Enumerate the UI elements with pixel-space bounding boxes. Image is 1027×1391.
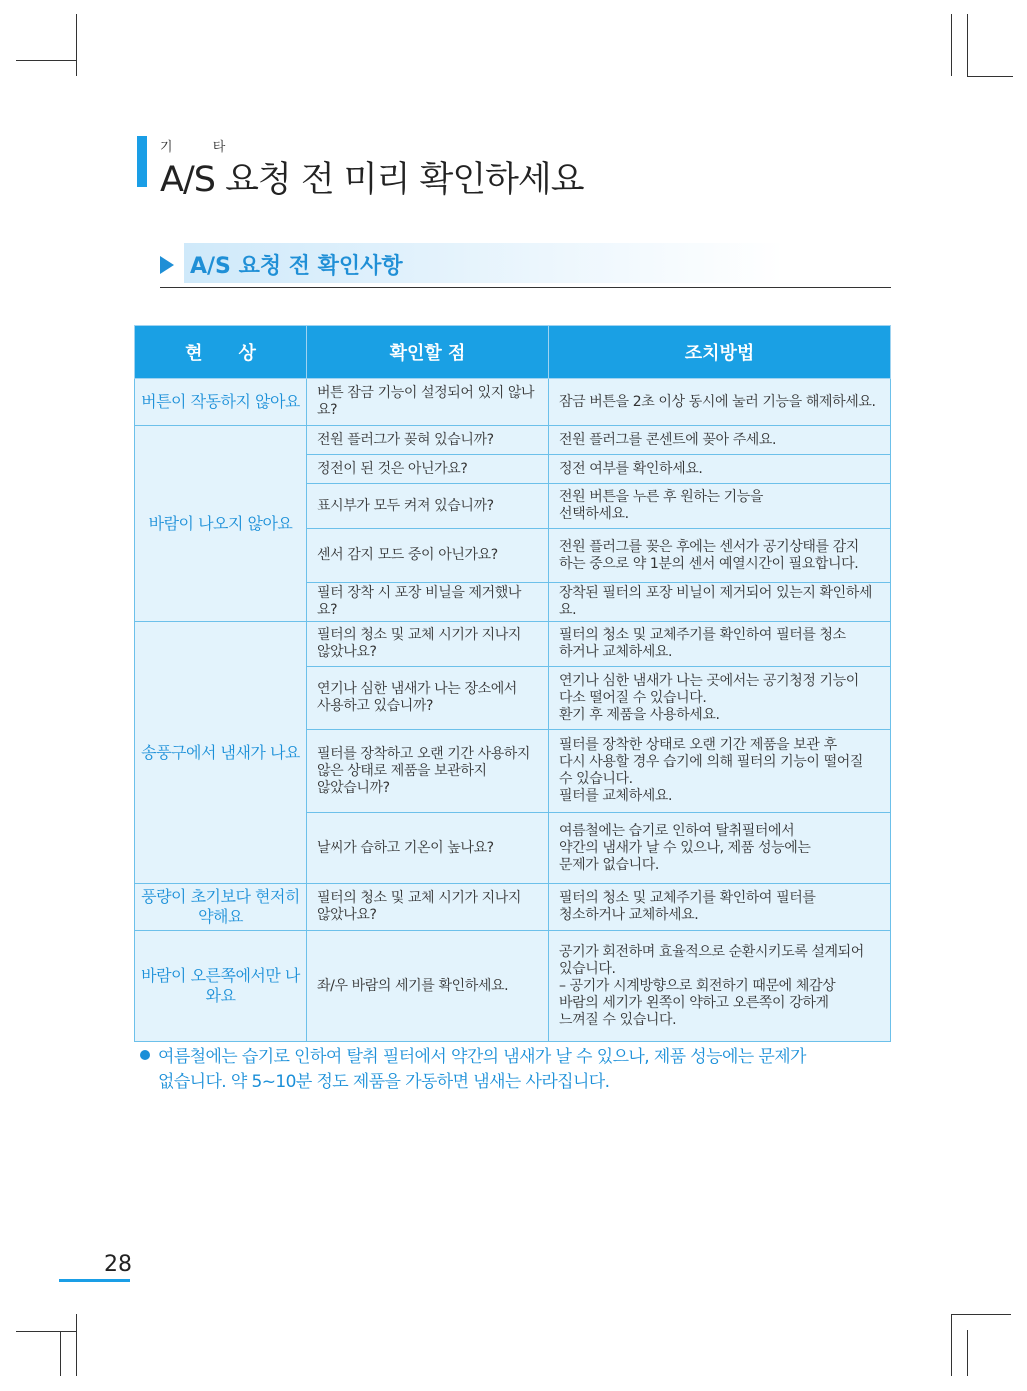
crop-mark	[967, 1330, 968, 1376]
symptom-cell: 바람이 나오지 않아요	[135, 426, 307, 622]
troubleshooting-table	[134, 325, 891, 1042]
footnote-line-2: 없습니다. 약 5~10분 정도 제품을 가동하면 냄새는 사라집니다.	[158, 1072, 610, 1092]
crop-mark	[967, 76, 1013, 77]
action-cell: 필터를 장착한 상태로 오랜 기간 제품을 보관 후 다시 사용할 경우 습기에 의해 필터의 기능이 떨어질 수 있습니다. 필터를 교체하세요.	[549, 730, 891, 813]
symptom-cell: 버튼이 작동하지 않아요	[135, 379, 307, 426]
action-cell: 연기나 심한 냄새가 나는 곳에서는 공기청정 기능이 다소 떨어질 수 있습니다. 환기 후 제품을 사용하세요.	[549, 667, 891, 730]
column-header-check: 확인할 점	[307, 326, 549, 379]
check-cell: 필터를 장착하고 오랜 기간 사용하지 않은 상태로 제품을 보관하지 않았습니까?	[307, 730, 549, 813]
check-cell: 정전이 된 것은 아닌가요?	[307, 455, 549, 484]
symptom-cell: 송풍구에서 냄새가 나요	[135, 622, 307, 884]
crop-mark	[951, 1314, 952, 1376]
action-cell: 공기가 회전하며 효율적으로 순환시키도록 설계되어 있습니다. – 공기가 시계방향으로 회전하기 때문에 체감상 바람의 세기가 왼쪽이 약하고 오른쪽이 강하게 느껴질 수 있습니다.	[549, 931, 891, 1042]
symptom-cell: 바람이 오른쪽에서만 나와요	[135, 931, 307, 1042]
crop-mark	[951, 1314, 1011, 1315]
crop-mark	[951, 14, 952, 76]
column-header-action: 조치방법	[549, 326, 891, 379]
table-row	[135, 426, 891, 455]
page-number: 28	[104, 1252, 132, 1277]
column-header-symptom: 현 상	[135, 326, 307, 379]
crop-mark	[76, 14, 77, 76]
check-cell: 좌/우 바람의 세기를 확인하세요.	[307, 931, 549, 1042]
page-number-rule	[59, 1279, 130, 1282]
action-cell: 필터의 청소 및 교체주기를 확인하여 필터를 청소하거나 교체하세요.	[549, 884, 891, 931]
crop-mark	[16, 1331, 76, 1332]
action-cell: 전원 플러그를 콘센트에 꽂아 주세요.	[549, 426, 891, 455]
check-cell: 연기나 심한 냄새가 나는 장소에서 사용하고 있습니까?	[307, 667, 549, 730]
subheading-title: A/S 요청 전 확인사항	[190, 254, 403, 279]
symptom-cell: 풍량이 초기보다 현저히 약해요	[135, 884, 307, 931]
action-cell: 필터의 청소 및 교체주기를 확인하여 필터를 청소 하거나 교체하세요.	[549, 622, 891, 667]
action-cell: 전원 버튼을 누른 후 원하는 기능을 선택하세요.	[549, 484, 891, 529]
check-cell: 날씨가 습하고 기온이 높나요?	[307, 813, 549, 884]
action-cell: 정전 여부를 확인하세요.	[549, 455, 891, 484]
check-cell: 버튼 잠금 기능이 설정되어 있지 않나요?	[307, 379, 549, 426]
triangle-bullet-icon	[160, 256, 174, 274]
action-cell: 잠금 버튼을 2초 이상 동시에 눌러 기능을 해제하세요.	[549, 379, 891, 426]
subheading-bar	[160, 243, 891, 288]
crop-mark	[16, 60, 76, 61]
crop-mark	[76, 1314, 77, 1376]
crop-mark	[967, 14, 968, 76]
check-cell: 센서 감지 모드 중이 아닌가요?	[307, 529, 549, 583]
footnote-line-1: 여름철에는 습기로 인하여 탈취 필터에서 약간의 냄새가 날 수 있으나, 제품 성능에는 문제가	[158, 1047, 806, 1067]
action-cell: 여름철에는 습기로 인하여 탈취필터에서 약간의 냄새가 날 수 있으나, 제품 성능에는 문제가 없습니다.	[549, 813, 891, 884]
table-row	[135, 622, 891, 667]
check-cell: 필터 장착 시 포장 비닐을 제거했나요?	[307, 583, 549, 622]
title-accent-bar	[137, 136, 147, 187]
check-cell: 표시부가 모두 켜져 있습니까?	[307, 484, 549, 529]
check-cell: 전원 플러그가 꽂혀 있습니까?	[307, 426, 549, 455]
check-cell: 필터의 청소 및 교체 시기가 지나지 않았나요?	[307, 622, 549, 667]
table-row	[135, 379, 891, 426]
crop-mark	[60, 1331, 61, 1376]
table-header-row	[135, 326, 891, 379]
table-row	[135, 884, 891, 931]
footnote	[140, 1045, 880, 1095]
page-title: A/S 요청 전 미리 확인하세요	[160, 160, 584, 200]
action-cell: 장착된 필터의 포장 비닐이 제거되어 있는지 확인하세요.	[549, 583, 891, 622]
check-cell: 필터의 청소 및 교체 시기가 지나지 않았나요?	[307, 884, 549, 931]
action-cell: 전원 플러그를 꽂은 후에는 센서가 공기상태를 감지 하는 중으로 약 1분의 센서 예열시간이 필요합니다.	[549, 529, 891, 583]
bullet-icon	[140, 1050, 150, 1060]
section-label: 기 타	[160, 140, 244, 155]
table-row	[135, 931, 891, 1042]
